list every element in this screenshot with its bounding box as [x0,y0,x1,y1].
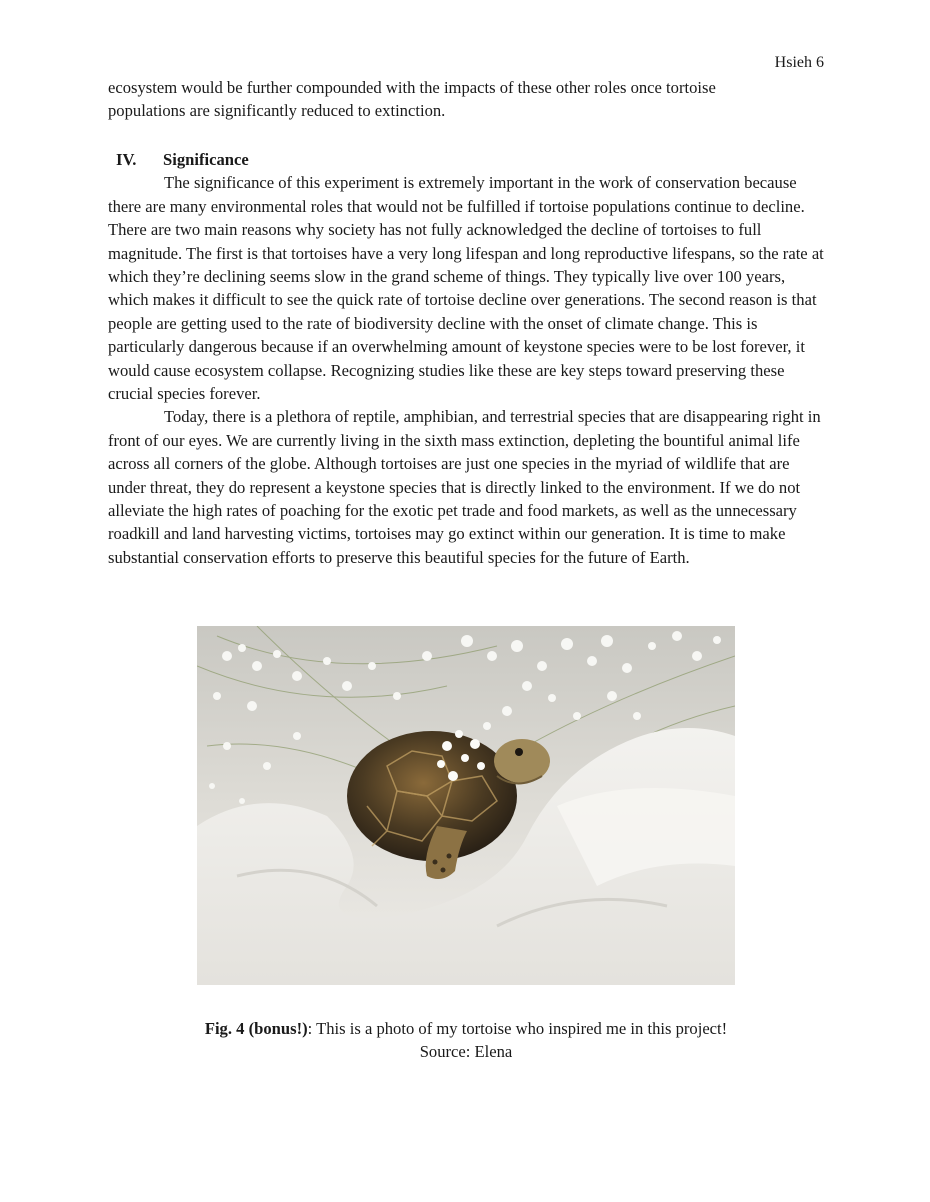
intro-line-2: populations are significantly reduced to extinction. [108,101,446,121]
section-heading [108,148,824,171]
significance-paragraph-1: The significance of this experiment is extremely important in the work of conservation because there are many environmental roles that would not be fulfilled if tortoise populations continue to decline. There are two main reasons why society has not fully acknowledged the decline of tortoises to full magnitude. The first is that tortoises have a very long lifespan and long reproductive lifespans, so the rate at which they’re declining seems slow in the grand scheme of things. They typically live over 100 years, which makes it difficult to see the quick rate of tortoise decline over generations. The second reason is that people are getting used to the rate of biodiversity decline with the onset of climate change. This is particularly dangerous because if an overwhelming amount of keystone species were to be lost forever, it would cause ecosystem collapse. Recognizing studies like these are key steps toward preserving these crucial species forever. [108,173,824,404]
intro-paragraph [108,76,824,123]
figure-label: Fig. 4 (bonus!) [204,1019,308,1038]
tortoise-photo [197,626,735,985]
figure-caption [108,1017,824,1064]
caption-text: : This is a photo of my tortoise who inspired me in this project! [307,1019,728,1038]
running-head: Hsieh 6 [774,54,824,71]
significance-paragraph-2: Today, there is a plethora of reptile, amphibian, and terrestrial species that are disappearing right in front of our eyes. We are currently living in the sixth mass extinction, depleting the bountiful animal life across all corners of the globe. Although tortoises are just one species in the myriad of wildlife that are under threat, they do represent a keystone species that is directly linked to the environment. If we do not alleviate the high rates of poaching for the exotic pet trade and food markets, as well as the unnecessary roadkill and land harvesting victims, tortoises may go extinct within our generation. It is time to make substantial conservation efforts to preserve this beautiful species for the future of Earth. [108,407,821,567]
caption-line [108,1017,824,1040]
section-title: Significance [163,150,249,169]
significance-section [108,148,824,569]
section-number: IV. [116,150,137,169]
tortoise-photo-illustration [197,626,735,985]
intro-line-1: ecosystem would be further compounded with the impacts of these other roles once tortoise [108,78,716,97]
caption-source: Source: Elena [419,1042,513,1062]
